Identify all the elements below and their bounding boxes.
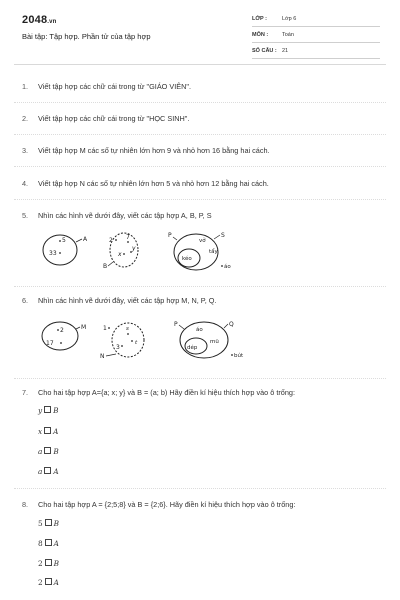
- question-8: 8. Cho hai tập hợp A = {2;5;8} và B = {2;6}. Hãy điền kí hiệu thích hợp vào ô trống:: [22, 500, 296, 509]
- question-2: 2. Viết tập hợp các chữ cái trong từ "HỌC SINH".: [22, 114, 190, 123]
- set-B-element: y: [132, 245, 136, 252]
- set-S-label: S: [221, 232, 225, 239]
- set-N-element: t: [135, 340, 138, 346]
- set-B-label: B: [103, 263, 108, 270]
- set-Q-element: dép: [187, 345, 198, 351]
- set-Q-label: Q: [229, 321, 234, 328]
- question-3: 3. Viết tập hợp M các số tự nhiên lớn hơn 9 và nhỏ hơn 16 bằng hai cách.: [22, 146, 270, 155]
- q7-item: a A: [38, 467, 59, 476]
- set-S-element: kéo: [182, 256, 192, 262]
- answer-box[interactable]: [44, 427, 51, 434]
- q8-item: 2 A: [38, 578, 59, 587]
- answer-box[interactable]: [44, 447, 51, 454]
- divider: [14, 286, 386, 287]
- set-A-element: 33: [49, 250, 57, 257]
- divider: [14, 102, 386, 103]
- header-divider: [14, 64, 386, 65]
- answer-box[interactable]: [44, 467, 51, 474]
- set-B-element: 2: [109, 237, 113, 244]
- q8-item: 8 A: [38, 539, 59, 548]
- outer-element: bút: [234, 353, 244, 359]
- set-N-element: 1: [103, 325, 107, 332]
- page-header: [0, 0, 400, 62]
- set-M-label: M: [81, 324, 87, 331]
- site-logo[interactable]: 2048.vn: [22, 14, 57, 26]
- meta-grade: LỚP : Lớp 6: [252, 14, 380, 27]
- divider: [14, 134, 386, 135]
- question-6: 6. Nhìn các hình vẽ dưới đây, viết các tập hợp M, N, P, Q.: [22, 296, 217, 305]
- set-B-element: 7: [126, 234, 130, 241]
- set-S-element: tẩy: [209, 249, 218, 255]
- divider: [14, 199, 386, 200]
- set-A-element: 5: [62, 237, 66, 244]
- question-4: 4. Viết tập hợp N các số tự nhiên lớn hơn 5 và nhỏ hơn 12 bằng hai cách.: [22, 179, 269, 188]
- set-diagram-q5: [36, 226, 256, 282]
- answer-box[interactable]: [45, 578, 52, 585]
- outer-element: áo: [224, 264, 231, 270]
- answer-box[interactable]: [45, 559, 52, 566]
- set-N-element: s: [126, 326, 129, 332]
- answer-box[interactable]: [45, 539, 52, 546]
- question-7: 7. Cho hai tập hợp A={a; x; y} và B = (a; b) Hãy điền kí hiệu thích hợp vào ô trống:: [22, 388, 296, 397]
- set-P-label: P: [168, 232, 172, 239]
- q8-item: 5 B: [38, 519, 60, 528]
- meta-subject: MÔN : Toán: [252, 30, 380, 43]
- set-Q-element: áo: [196, 327, 203, 333]
- q7-item: a B: [38, 447, 59, 456]
- q8-item: 2 B: [38, 559, 60, 568]
- meta-question-count: SỐ CÂU : 21: [252, 46, 380, 59]
- answer-box[interactable]: [45, 519, 52, 526]
- set-M-element: 2: [60, 327, 64, 334]
- question-1: 1. Viết tập hợp các chữ cái trong từ "GIÁO VIÊN".: [22, 82, 192, 91]
- divider: [14, 488, 386, 489]
- set-B-element: x: [118, 251, 122, 258]
- page-title: Bài tập: Tập hợp. Phần tử của tập hợp: [22, 32, 151, 41]
- set-N-label: N: [100, 353, 105, 360]
- set-S-element: vở: [199, 238, 206, 244]
- set-P-label: P: [174, 321, 178, 328]
- set-diagram-q6: [36, 310, 266, 368]
- set-A-label: A: [83, 236, 88, 243]
- set-N-element: 3: [116, 344, 120, 351]
- divider: [14, 378, 386, 379]
- q7-item: y B: [38, 406, 59, 415]
- set-M-element: 17: [46, 340, 54, 347]
- set-Q-element: mũ: [210, 339, 219, 345]
- question-5: 5. Nhìn các hình vẽ dưới đây, viết các tập hợp A, B, P, S: [22, 211, 212, 220]
- q7-item: x A: [38, 427, 59, 436]
- answer-box[interactable]: [44, 406, 51, 413]
- divider: [14, 166, 386, 167]
